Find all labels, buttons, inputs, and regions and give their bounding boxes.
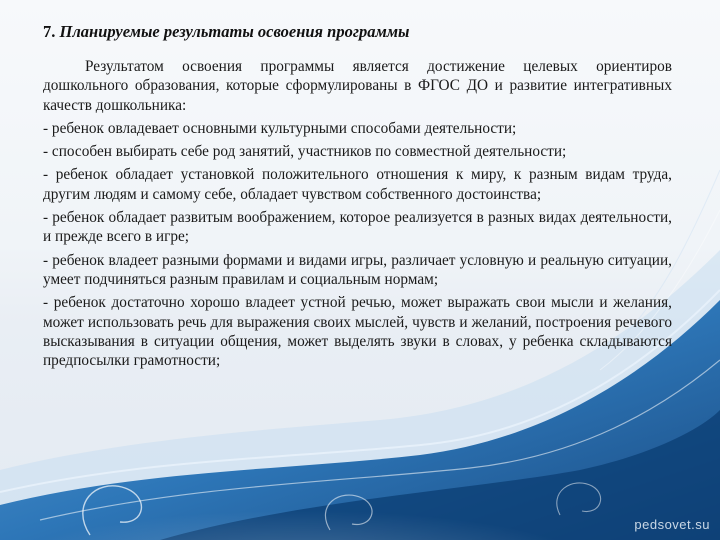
body-text	[43, 57, 672, 374]
title-number: 7.	[43, 22, 56, 41]
list-item: - ребенок владеет разными формами и видами игры, различает условную и реальную ситуации, умеет подчиняться разным правилам и социальным нормам;	[43, 251, 672, 288]
list-item: - ребенок достаточно хорошо владеет устной речью, может выражать свои мысли и желания, может использовать речь для выражения своих мыслей, чувств и желаний, построения речевого высказывания в ситуации общения, может выделять звуки в словах, у ребенка складываются предпосылки грамотности;	[43, 294, 672, 370]
watermark: pedsovet.su	[634, 517, 710, 532]
list-item: - ребенок обладает развитым воображением, которое реализуется в разных видах деятельности, и прежде всего в игре;	[43, 209, 672, 246]
intro-paragraph: Результатом освоения программы является достижение целевых ориентиров дошкольного образования, которые сформулированы в ФГОС ДО и развитие интегративных качеств дошкольника:	[43, 58, 672, 114]
list-item: - ребенок обладает установкой положительного отношения к миру, к разным видам труда, другим людям и самому себе, обладает чувством собственного достоинства;	[43, 166, 672, 203]
list-item: - ребенок овладевает основными культурными способами деятельности;	[43, 119, 517, 137]
title-text: Планируемые результаты освоения программы	[59, 22, 410, 41]
list-item: - способен выбирать себе род занятий, участников по совместной деятельности;	[43, 143, 567, 161]
slide-title	[43, 22, 683, 42]
